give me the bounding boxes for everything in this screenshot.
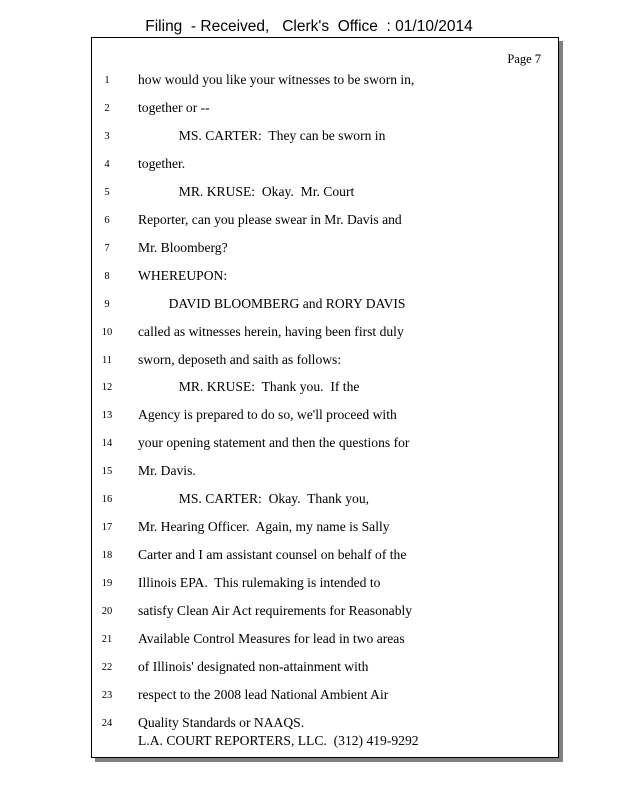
line-number: 8 (104, 270, 110, 282)
line-number: 19 (101, 578, 113, 590)
transcript-line (92, 491, 558, 511)
line-text: MS. CARTER: They can be sworn in (138, 127, 386, 143)
court-reporter-footer: L.A. COURT REPORTERS, LLC. (312) 419-9292 (138, 733, 419, 748)
line-text: satisfy Clean Air Act requirements for Reasonably (138, 603, 413, 619)
line-number: 1 (104, 75, 110, 86)
line-text: together or -- (138, 99, 210, 115)
transcript-line (92, 407, 558, 427)
transcript-line (92, 715, 558, 735)
transcript-line (92, 268, 558, 288)
filing-stamp-header: Filing - Received, Clerk's Office : 01/10/2014 (145, 18, 473, 35)
transcript-line (92, 296, 558, 316)
line-text: how would you like your witnesses to be sworn in, (138, 72, 415, 87)
line-text: Quality Standards or NAAQS. (138, 714, 305, 730)
line-number: 4 (104, 158, 110, 170)
line-text: MS. CARTER: Okay. Thank you, (138, 491, 370, 507)
line-number: 12 (101, 382, 113, 394)
line-number: 15 (101, 466, 113, 478)
line-number: 3 (104, 130, 110, 142)
transcript-line (92, 100, 558, 120)
line-number: 23 (101, 689, 113, 701)
transcript-line (92, 324, 558, 344)
transcript-line (92, 72, 558, 92)
line-text: Available Control Measures for lead in two areas (138, 631, 405, 646)
line-number: 18 (101, 550, 113, 562)
line-text: Mr. Hearing Officer. Again, my name is Sally (138, 519, 390, 535)
line-number: 2 (104, 102, 110, 114)
transcript-line (92, 435, 558, 455)
line-text: called as witnesses herein, having been first duly (138, 323, 404, 339)
line-number: 22 (101, 661, 113, 673)
transcript-line (92, 379, 558, 399)
line-text: MR. KRUSE: Okay. Mr. Court (138, 183, 355, 199)
transcript-line (92, 212, 558, 232)
transcript-line (92, 240, 558, 260)
line-text: respect to the 2008 lead National Ambient Air (138, 686, 389, 702)
transcript-line (92, 547, 558, 567)
line-text: together. (138, 155, 186, 171)
line-text: Reporter, can you please swear in Mr. Davis and (138, 211, 402, 227)
line-text: Carter and I am assistant counsel on behalf of the (138, 547, 407, 563)
transcript-line (92, 687, 558, 707)
line-text: DAVID BLOOMBERG and RORY DAVIS (138, 295, 406, 311)
line-number: 6 (104, 214, 110, 226)
line-number: 16 (101, 494, 113, 506)
line-text: Agency is prepared to do so, we'll proceed with (138, 407, 397, 423)
line-number: 9 (104, 298, 110, 310)
line-text: of Illinois' designated non-attainment with (138, 658, 369, 674)
transcript-line (92, 575, 558, 595)
line-text: Illinois EPA. This rulemaking is intended to (138, 575, 381, 591)
line-number: 13 (101, 410, 113, 422)
transcript-line (92, 352, 558, 372)
line-number: 20 (101, 606, 113, 618)
transcript-line (92, 631, 558, 651)
transcript-line (92, 184, 558, 204)
line-text: WHEREUPON: (138, 267, 228, 283)
transcript-line (92, 603, 558, 623)
transcript-line (92, 519, 558, 539)
line-text: Mr. Davis. (138, 463, 196, 479)
line-number: 5 (104, 186, 110, 198)
line-text: MR. KRUSE: Thank you. If the (138, 379, 360, 395)
line-number: 11 (101, 354, 113, 366)
line-text: Mr. Bloomberg? (138, 239, 228, 255)
line-number: 17 (101, 522, 113, 534)
line-number: 24 (101, 717, 113, 729)
transcript-line (92, 659, 558, 679)
line-number: 10 (101, 326, 113, 338)
line-number: 7 (104, 242, 110, 254)
transcript-line (92, 463, 558, 483)
line-number: 14 (101, 438, 113, 450)
transcript-line (92, 156, 558, 176)
page-number: Page 7 (507, 52, 541, 66)
line-text: sworn, deposeth and saith as follows: (138, 351, 342, 367)
transcript-line (92, 128, 558, 148)
transcript-page (91, 37, 559, 758)
line-number: 21 (101, 634, 113, 645)
line-text: your opening statement and then the questions for (138, 435, 410, 451)
